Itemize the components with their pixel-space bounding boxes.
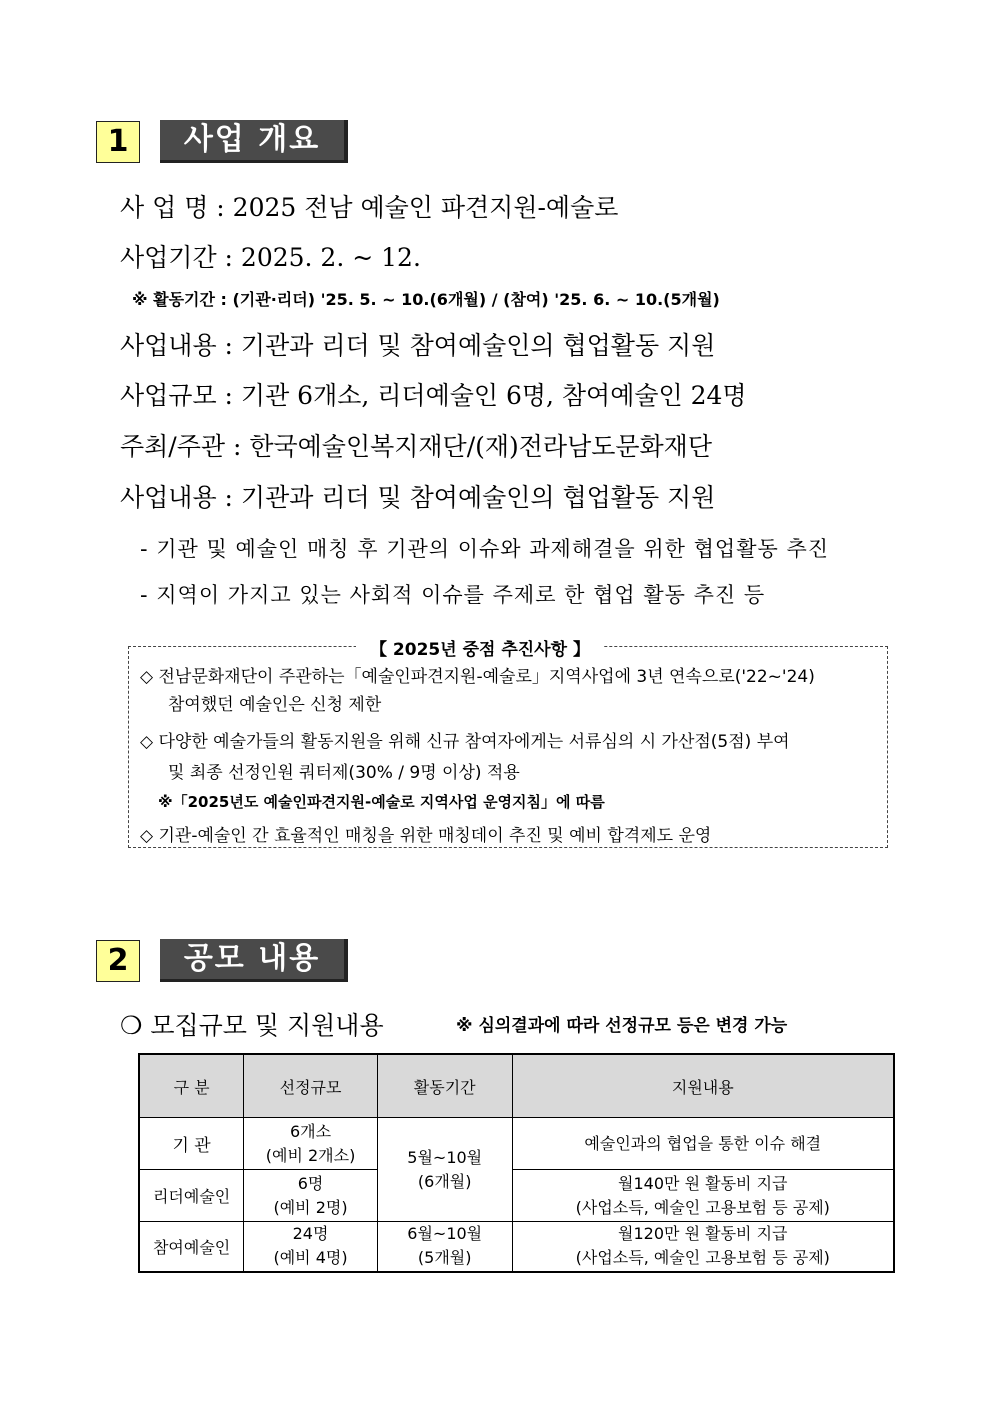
table-header-row (139, 1054, 894, 1118)
overview-item: 사업기간 : 2025. 2. ~ 12. (120, 243, 421, 272)
recruit-heading: ❍ 모집규모 및 지원내용 (120, 1011, 384, 1040)
row-support: 월120만 원 활동비 지급 (사업소득, 예술인 고용보험 등 공제) (512, 1222, 894, 1272)
table-row (139, 1118, 894, 1170)
section-title: 사업 개요 (160, 120, 348, 163)
table-header: 선정규모 (244, 1054, 378, 1118)
focus-item: ◇ 다양한 예술가들의 활동지원을 위해 신규 참여자에게는 서류심의 시 가산점(5점) 부여 (140, 732, 790, 752)
overview-item: 주최/주관 : 한국예술인복지재단/(재)전라남도문화재단 (120, 432, 712, 461)
row-type: 기 관 (139, 1118, 244, 1170)
table-header: 구 분 (139, 1054, 244, 1118)
focus-item-cont: 참여했던 예술인은 신청 제한 (168, 695, 382, 715)
focus-item: ◇ 기관-예술인 간 효율적인 매칭을 위한 매칭데이 추진 및 예비 합격제도 운영 (140, 826, 712, 846)
detail-dash-item: - 기관 및 예술인 매칭 후 기관의 이슈와 과제해결을 위한 협업활동 추진 (140, 537, 830, 561)
detail-dash-item: - 지역이 가지고 있는 사회적 이슈를 주제로 한 협업 활동 추진 등 (140, 583, 766, 607)
row-period: 6월~10월 (5개월) (377, 1222, 512, 1272)
overview-item: 사업내용 : 기관과 리더 및 참여예술인의 협업활동 지원 (120, 483, 716, 512)
row-scale: 24명 (예비 4명) (244, 1222, 378, 1272)
row-support: 예술인과의 협업을 통한 이슈 해결 (512, 1118, 894, 1170)
overview-item: 사 업 명 : 2025 전남 예술인 파견지원-예술로 (120, 193, 619, 222)
focus-item: ◇ 전남문화재단이 주관하는「예술인파견지원-예술로」지역사업에 3년 연속으로('22~'24) (140, 667, 815, 687)
row-period: 5월~10월 (6개월) (377, 1118, 512, 1222)
section-title: 공모 내용 (160, 939, 348, 982)
row-type: 리더예술인 (139, 1170, 244, 1222)
recruit-note: ※ 심의결과에 따라 선정규모 등은 변경 가능 (456, 1016, 788, 1036)
table-row (139, 1222, 894, 1272)
row-type: 참여예술인 (139, 1222, 244, 1272)
row-scale: 6명 (예비 2명) (244, 1170, 378, 1222)
period-note: ※ 활동기간 : (기관·리더) '25. 5. ~ 10.(6개월) / (참여) '25. 6. ~ 10.(5개월) (132, 290, 720, 309)
table-header: 활동기간 (377, 1054, 512, 1118)
row-support: 월140만 원 활동비 지급 (사업소득, 예술인 고용보험 등 공제) (512, 1170, 894, 1222)
section-number: 1 (96, 121, 140, 163)
overview-item: 사업내용 : 기관과 리더 및 참여예술인의 협업활동 지원 (120, 331, 716, 360)
focus-box-title: 【 2025년 중점 추진사항 】 (356, 635, 604, 660)
focus-item-cont: 및 최종 선정인원 쿼터제(30% / 9명 이상) 적용 (168, 763, 520, 783)
table-header: 지원내용 (512, 1054, 894, 1118)
table-row (139, 1170, 894, 1222)
section-number: 2 (96, 940, 140, 982)
row-scale: 6개소 (예비 2개소) (244, 1118, 378, 1170)
recruit-table (138, 1053, 895, 1273)
focus-item-note: ※「2025년도 예술인파견지원-예술로 지역사업 운영지침」에 따름 (158, 793, 605, 811)
overview-item: 사업규모 : 기관 6개소, 리더예술인 6명, 참여예술인 24명 (120, 381, 747, 410)
